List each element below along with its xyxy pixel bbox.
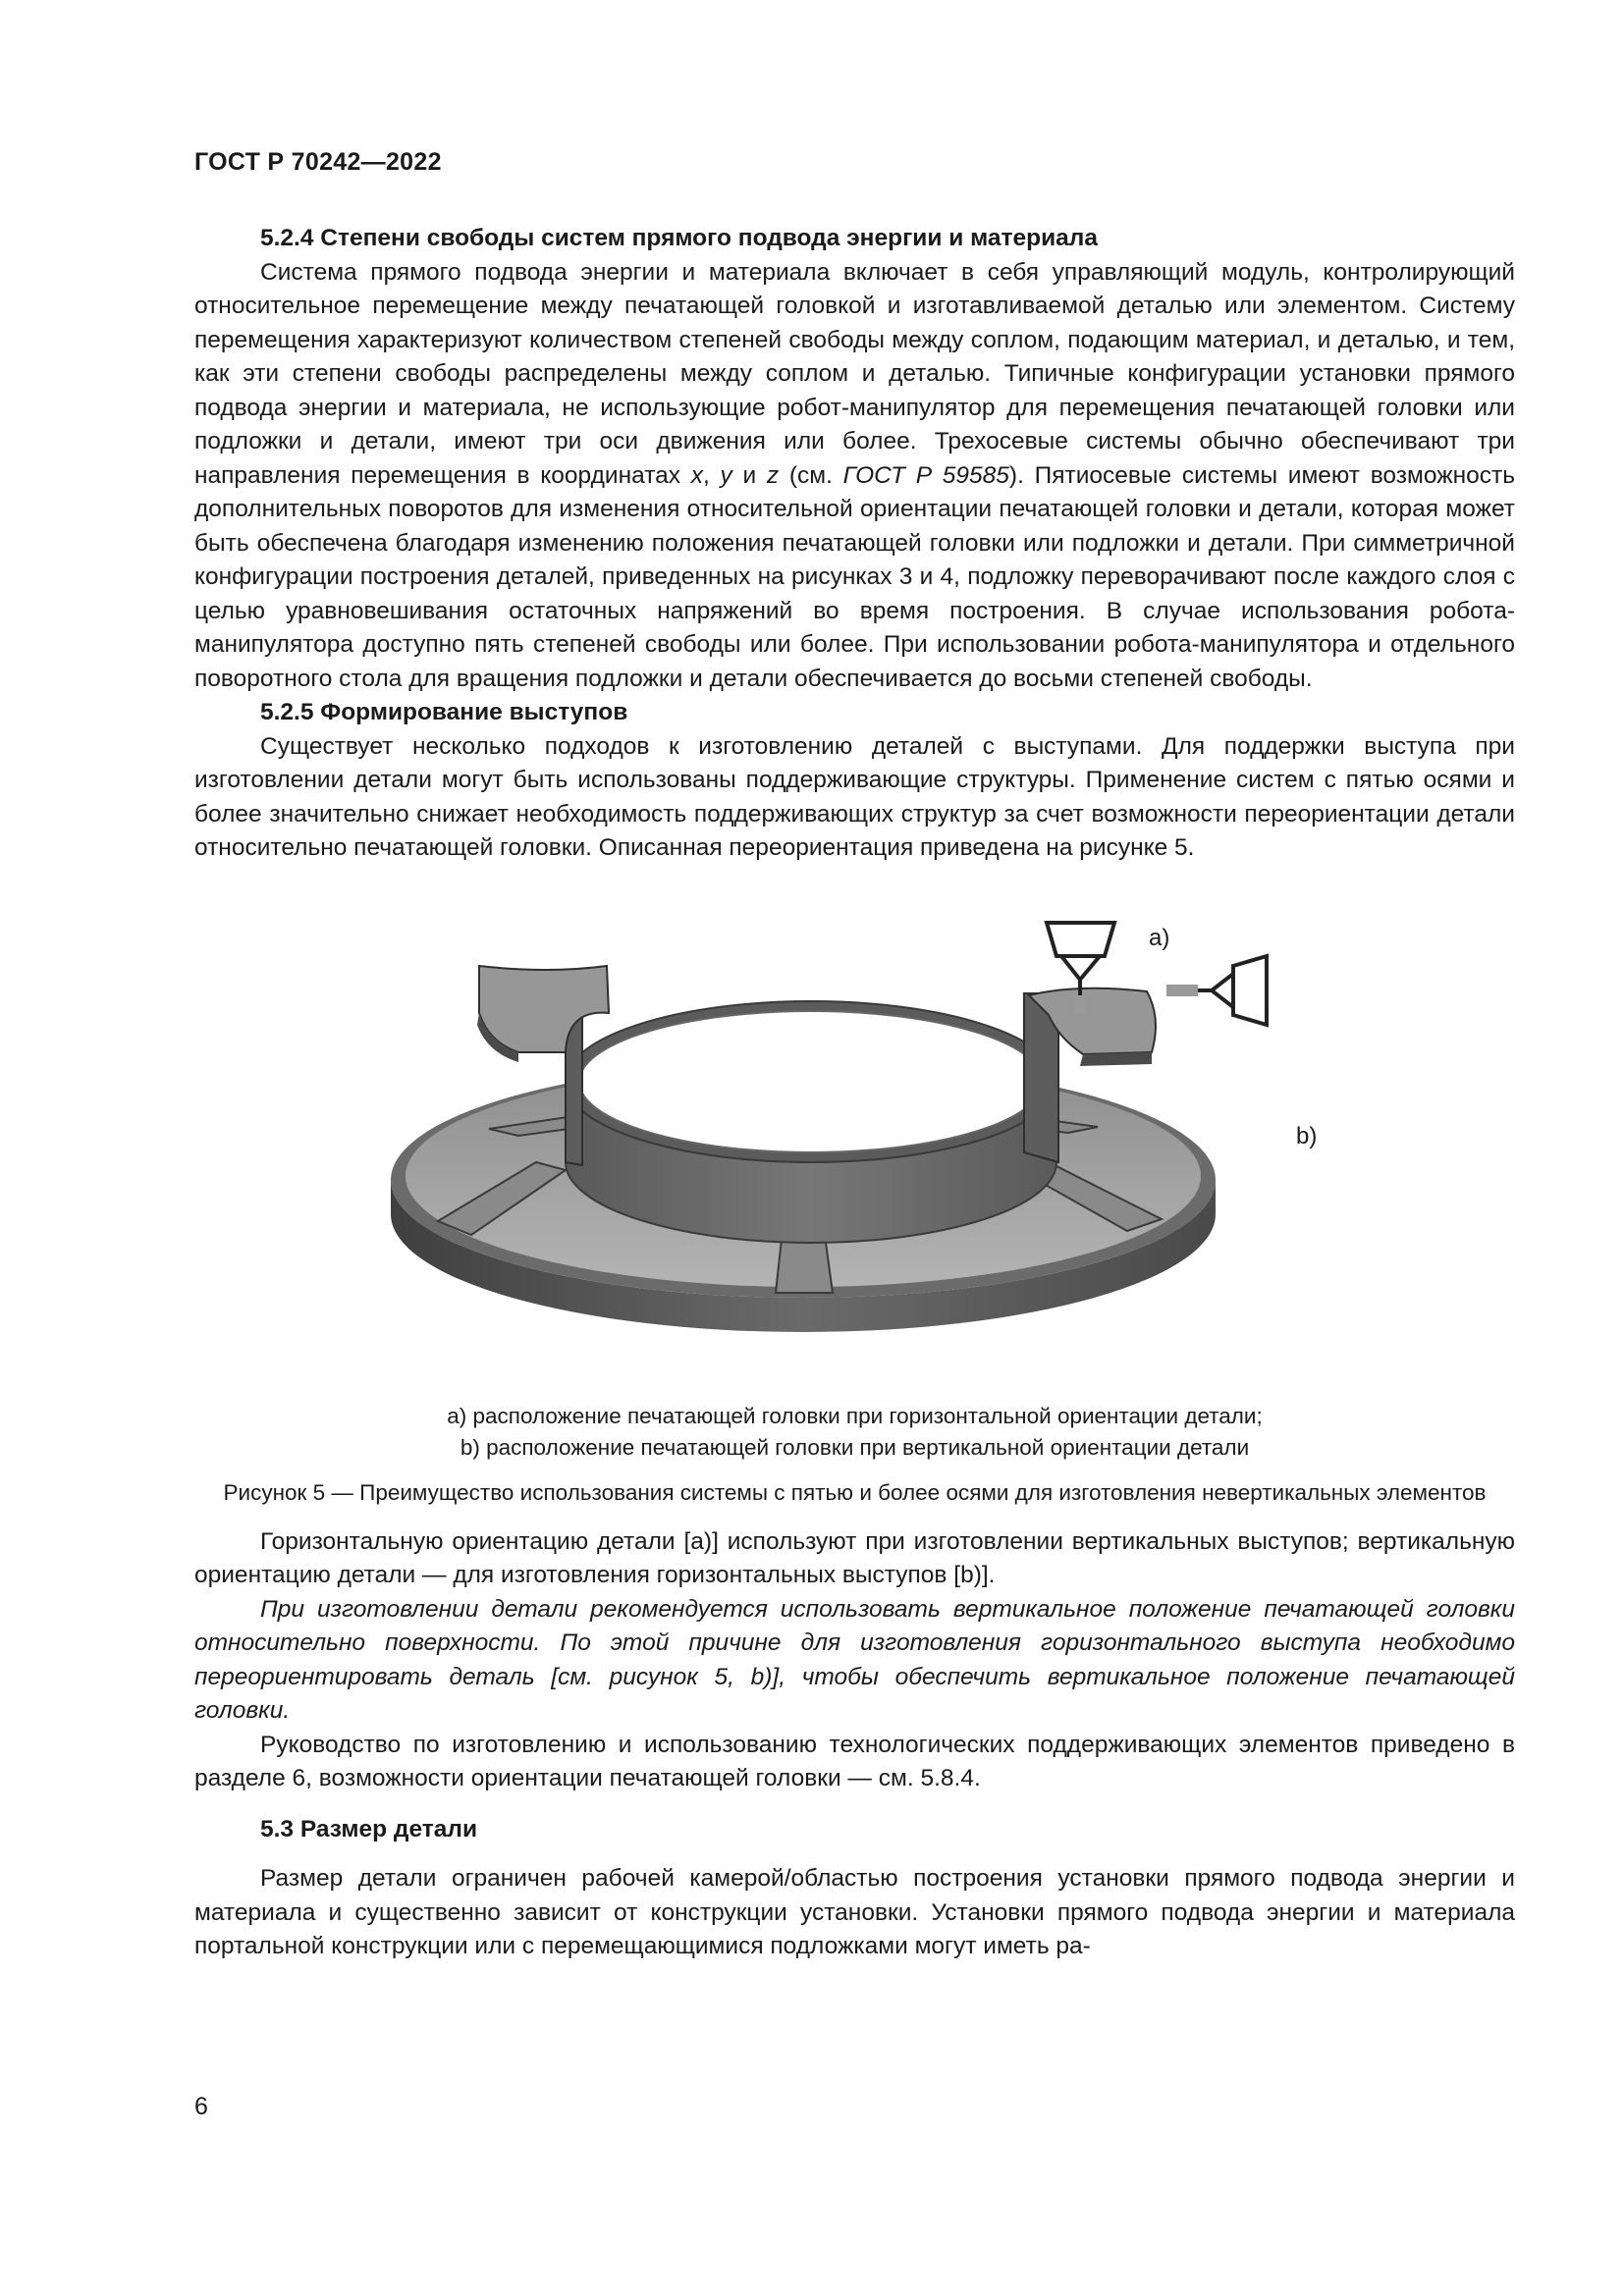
section-5-2-4-paragraph — [194, 256, 1515, 697]
section-5-2-4-heading: 5.2.4 Степени свободы систем прямого подвода энергии и материала — [260, 225, 1098, 251]
legend-item-b: b) расположение печатающей головки при вертикальной ориентации детали — [460, 1434, 1250, 1460]
section-5-3-paragraph: Размер детали ограничен рабочей камерой/областью построения установки прямого подвода энергии и материала и существенно зависит от конструкции установки. Установки прямого подвода энергии и материала портальной конструкции или с перемещающимися подложками могут иметь ра- — [194, 1865, 1515, 1959]
section-5-2-5-heading: 5.2.5 Формирование выступов — [260, 699, 628, 725]
conjunction: и — [731, 461, 767, 489]
legend-item-a: a) расположение печатающей головки при горизонтальной ориентации детали; — [447, 1403, 1263, 1428]
standard-reference: ГОСТ Р 59585 — [842, 461, 1009, 489]
page-content — [194, 222, 1515, 1964]
page-number: 6 — [194, 2093, 208, 2120]
paragraph-text: Система прямого подвода энергии и материала включает в себя управляющий модуль, контролирующий относительное перемещение между печатающей головкой и изготавливаемой деталью или элементом. Систему перемещения характеризуют количеством степеней свободы между соплом, подающим материал, и деталью, и тем, как эти степени свободы распределены между соплом и деталью. Типичные конфигурации установки прямого подвода энергии и материала, не использующие робот-манипулятор для перемещения печатающей головки или подложки и детали, имеют три оси движения или более. Трехосевые системы обычно обеспечивают три направления перемещения в координатах — [194, 258, 1515, 489]
inner-wall — [566, 1001, 1056, 1243]
figure-legend — [194, 1401, 1515, 1464]
see-open: (см. — [779, 461, 843, 489]
ring-part-illustration — [194, 905, 1515, 1401]
section-5-3-heading: 5.3 Размер детали — [260, 1815, 478, 1842]
axis-x: x — [690, 461, 703, 489]
after-figure-paragraph-1: Горизонтальную ориентацию детали [a)] используют при изготовлении вертикальных выступов; вертикальную ориентацию детали — для изготовления горизонтальных выступов [b)]. — [194, 1527, 1515, 1588]
figure-label-b: b) — [1296, 1122, 1318, 1149]
figure-label-a: a) — [1149, 924, 1170, 951]
figure-5 — [194, 905, 1515, 1401]
axis-y: y — [720, 461, 732, 489]
after-figure-note: При изготовлении детали рекомендуется использовать вертикальное положение печатающей головки относительно поверхности. По этой причине для изготовления горизонтального выступа необходимо переориентировать деталь [см. рисунок 5, b)], чтобы обеспечить вертикальное положение печатающей головки. — [194, 1595, 1515, 1724]
axis-z: z — [766, 461, 780, 489]
comma: , — [702, 461, 721, 489]
after-figure-paragraph-3: Руководство по изготовлению и использованию технологических поддерживающих элементов приведено в разделе 6, возможности ориентации печатающей головки — см. 5.8.4. — [194, 1731, 1515, 1791]
paragraph-text: ). Пятиосевые системы имеют возможность дополнительных поворотов для изменения относительной ориентации печатающей головки и детали, которая может быть обеспечена благодаря изменению положения печатающей головки или подложки и детали. При симметричной конфигурации построения деталей, приведенных на рисунках 3 и 4, подложку переворачивают после каждого слоя с целью уравновешивания остаточных напряжений во время построения. В случае использования робота-манипулятора доступно пять степеней свободы или более. При использовании робота-манипулятора и отдельного поворотного стола для вращения подложки и детали обеспечивается до восьми степеней свободы. — [194, 461, 1515, 692]
section-5-2-5-paragraph: Существует несколько подходов к изготовлению деталей с выступами. Для поддержки выступа при изготовлении детали могут быть использованы поддерживающие структуры. Применение систем с пятью осями и более значительно снижает необходимость поддерживающих структур за счет возможности переориентации детали относительно печатающей головки. Описанная переориентация приведена на рисунке 5. — [194, 732, 1515, 861]
print-head-b — [1166, 956, 1267, 1025]
figure-caption: Рисунок 5 — Преимущество использования системы с пятью и более осями для изготовления невертикальных элементов — [223, 1479, 1487, 1505]
document-header: ГОСТ Р 70242—2022 — [194, 148, 442, 176]
